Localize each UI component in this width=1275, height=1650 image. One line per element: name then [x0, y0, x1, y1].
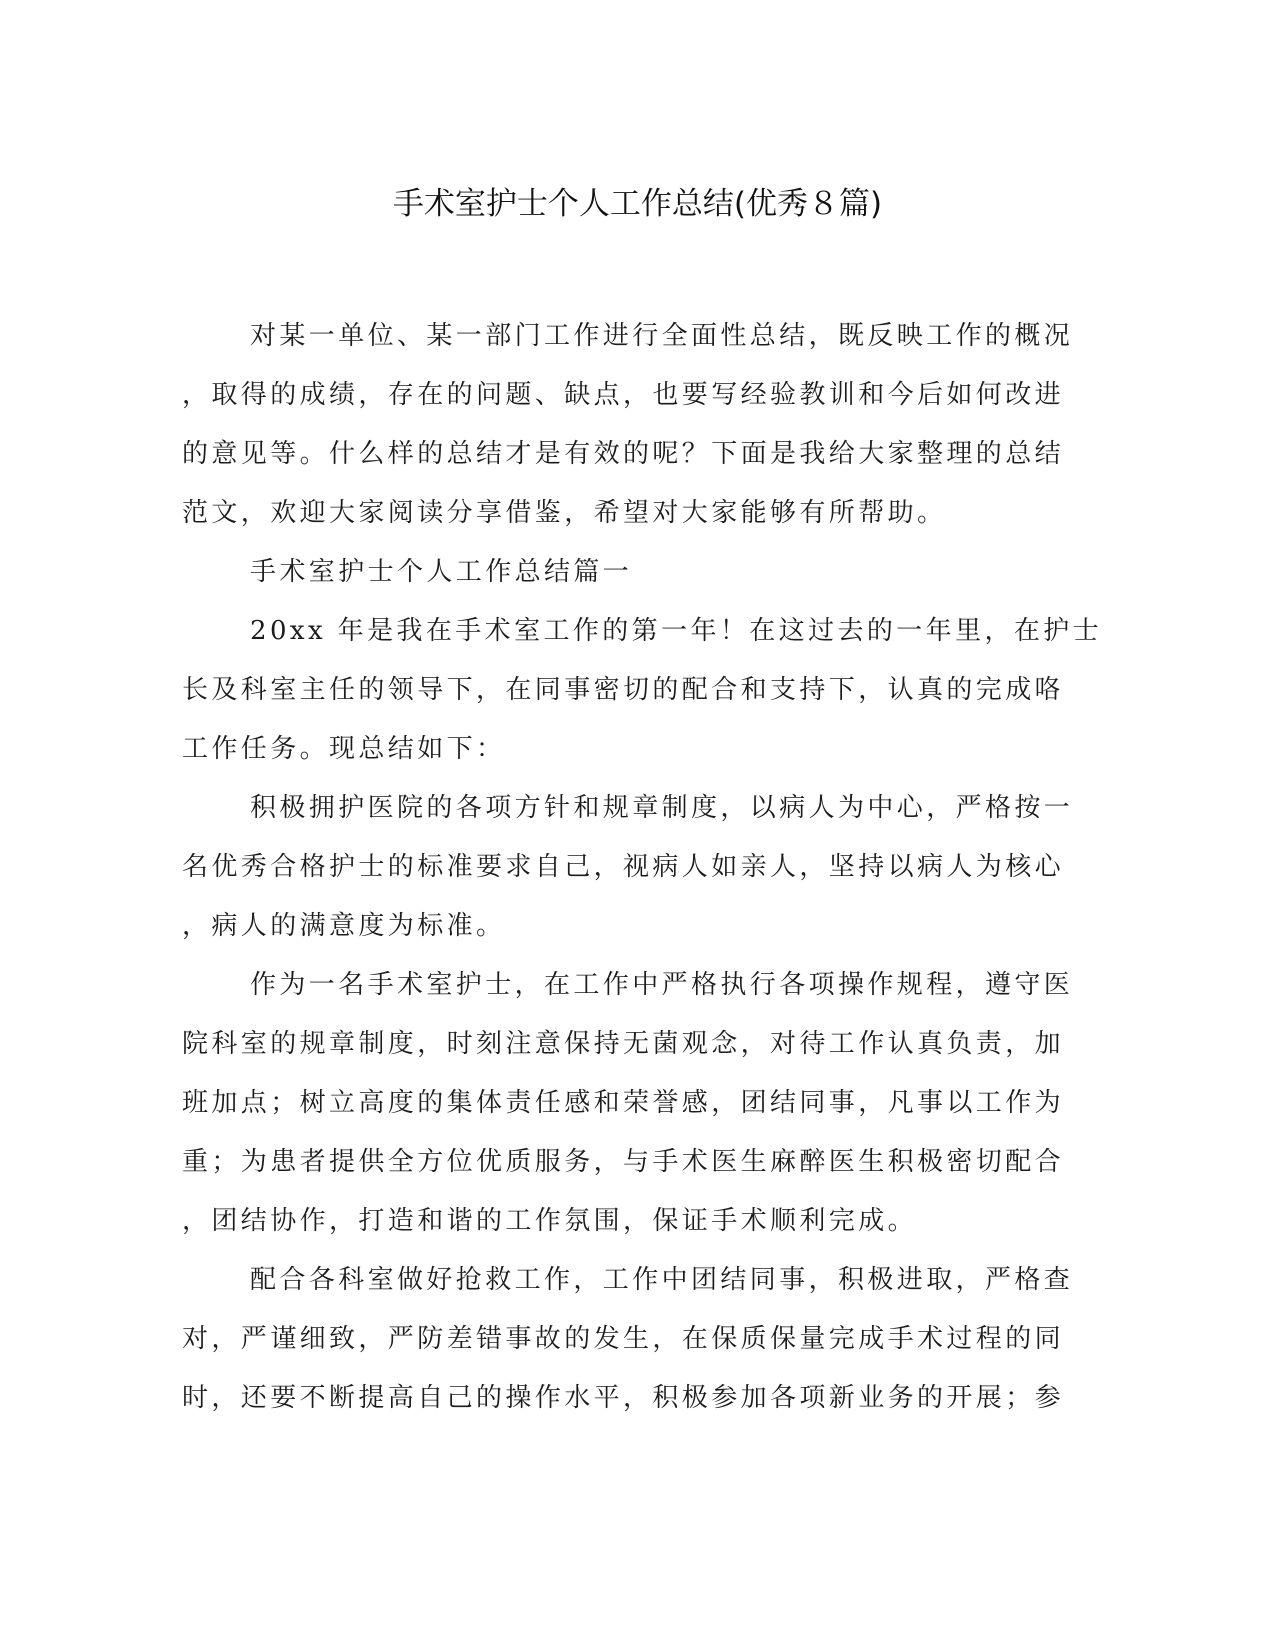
paragraph-line: 院科室的规章制度，时刻注意保持无菌观念，对待工作认真负责，加	[182, 1029, 1065, 1059]
section-heading: 手术室护士个人工作总结篇一	[250, 557, 633, 587]
paragraph-line: 积极拥护医院的各项方针和规章制度，以病人为中心，严格按一	[250, 793, 1074, 823]
paragraph-line: 班加点；树立高度的集体责任感和荣誉感，团结同事，凡事以工作为	[182, 1088, 1065, 1118]
paragraph-line: 20xx 年是我在手术室工作的第一年！在这过去的一年里，在护士	[250, 616, 1103, 646]
paragraph-line: ，病人的满意度为标准。	[182, 911, 506, 941]
paragraph-line: 配合各科室做好抢救工作，工作中团结同事，积极进取，严格查	[250, 1265, 1074, 1295]
paragraph-line: 对某一单位、某一部门工作进行全面性总结，既反映工作的概况	[250, 321, 1074, 351]
document-title: 手术室护士个人工作总结(优秀８篇)	[392, 186, 883, 222]
paragraph-line: ，取得的成绩，存在的问题、缺点，也要写经验教训和今后如何改进	[182, 380, 1065, 410]
paragraph-line: 的意见等。什么样的总结才是有效的呢？下面是我给大家整理的总结	[182, 439, 1065, 469]
paragraph-line: 长及科室主任的领导下，在同事密切的配合和支持下，认真的完成咯	[182, 675, 1065, 705]
paragraph-line: 工作任务。现总结如下：	[182, 734, 506, 764]
paragraph-line: 时，还要不断提高自己的操作水平，积极参加各项新业务的开展；参	[182, 1383, 1065, 1413]
paragraph-line: 重；为患者提供全方位优质服务，与手术医生麻醉医生积极密切配合	[182, 1147, 1065, 1177]
paragraph-line: 对，严谨细致，严防差错事故的发生，在保质保量完成手术过程的同	[182, 1324, 1065, 1354]
paragraph-line: 范文，欢迎大家阅读分享借鉴，希望对大家能够有所帮助。	[182, 498, 947, 528]
paragraph-line: ，团结协作，打造和谐的工作氛围，保证手术顺利完成。	[182, 1206, 918, 1236]
paragraph-line: 作为一名手术室护士，在工作中严格执行各项操作规程，遵守医	[250, 970, 1074, 1000]
paragraph-line: 名优秀合格护士的标准要求自己，视病人如亲人，坚持以病人为核心	[182, 852, 1065, 882]
